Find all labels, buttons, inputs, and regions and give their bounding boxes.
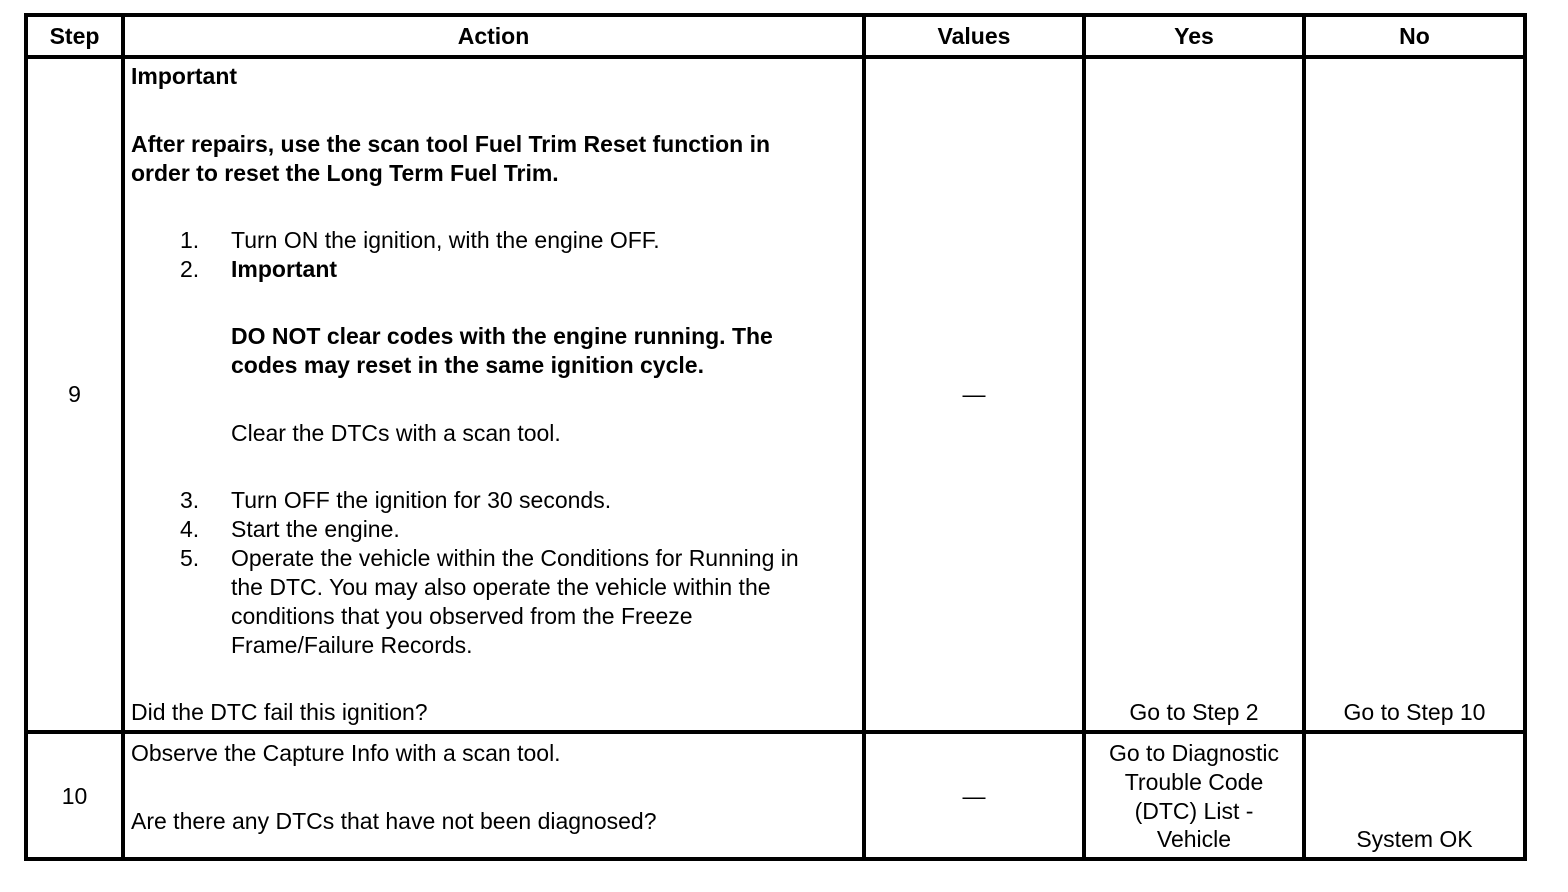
list-item-important-note-line1: DO NOT clear codes with the engine running. The [231,323,773,349]
important-label: Important [131,63,238,89]
diagnostic-table [24,13,1527,861]
list-item-text: Start the engine. [231,516,400,542]
list-item-text: Turn OFF the ignition for 30 seconds. [231,487,612,513]
important-note-line1: After repairs, use the scan tool Fuel Trim Reset function in [131,131,771,157]
step-question: Are there any DTCs that have not been diagnosed? [131,808,657,834]
list-item-text-line1: Operate the vehicle within the Conditions for Running in [231,545,799,571]
list-item-number: 4. [180,516,200,542]
col-divider-values [1082,13,1086,861]
no-cell: Go to Step 10 [1343,699,1486,725]
col-divider-yes [1302,13,1306,861]
header-yes: Yes [1174,23,1214,49]
list-item-important-note-line2: codes may reset in the same ignition cycle. [231,352,704,378]
values-cell: — [962,381,986,407]
yes-cell-line3: (DTC) List - [1134,798,1254,824]
list-item-number: 5. [180,545,200,571]
list-item-text-line2: the DTC. You may also operate the vehicle within the [231,574,771,600]
list-item-number: 1. [180,227,200,253]
yes-cell-line2: Trouble Code [1124,769,1264,795]
step-question: Did the DTC fail this ignition? [131,699,428,725]
list-item-number: 3. [180,487,200,513]
list-item-number: 2. [180,256,200,282]
important-note-line2: order to reset the Long Term Fuel Trim. [131,160,559,186]
yes-cell-line4: Vehicle [1156,826,1232,852]
header-values: Values [937,23,1011,49]
step-number: 10 [61,783,88,809]
col-divider-action [862,13,866,861]
list-item-text-line3: conditions that you observed from the Freeze [231,603,693,629]
action-text: Observe the Capture Info with a scan tool. [131,740,561,766]
yes-cell-line1: Go to Diagnostic [1108,740,1280,766]
table-border-left [24,13,28,861]
list-item-text-line4: Frame/Failure Records. [231,632,473,658]
header-action: Action [457,23,530,49]
col-divider-step [121,13,125,861]
table-border-right [1523,13,1527,861]
list-item-important-label: Important [231,256,338,282]
step-number: 9 [68,381,81,407]
header-step: Step [49,23,100,49]
list-item-body: Clear the DTCs with a scan tool. [231,420,561,446]
values-cell: — [962,783,986,809]
no-cell: System OK [1356,826,1473,852]
yes-cell: Go to Step 2 [1129,699,1259,725]
header-no: No [1399,23,1430,49]
list-item-text: Turn ON the ignition, with the engine OFF. [231,227,660,253]
